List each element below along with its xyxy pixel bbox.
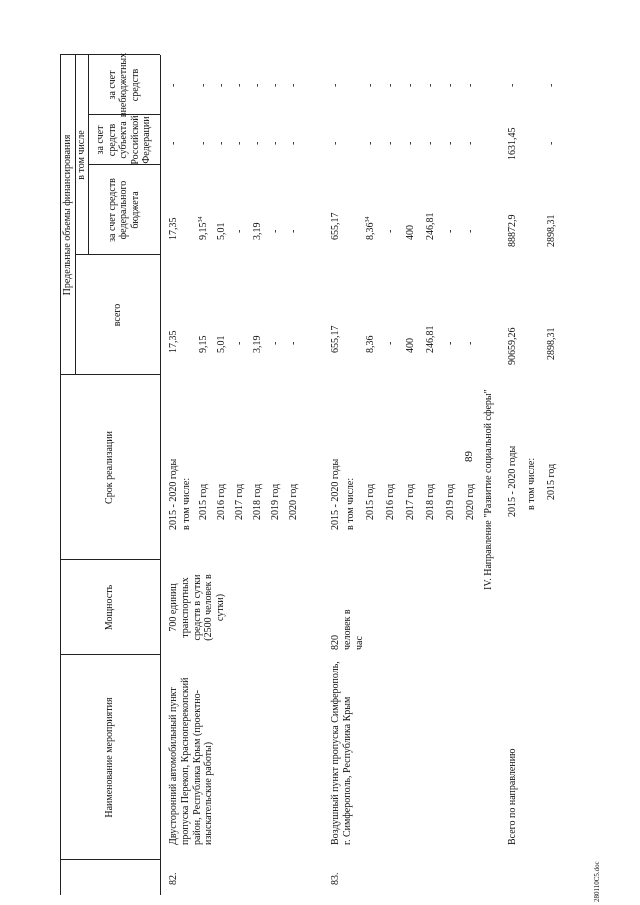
header-extrabudget: за счет внебюджетных средств	[106, 52, 141, 118]
row-83-period-4: 2017 год	[405, 483, 416, 520]
row-83-subject-0: -	[330, 141, 341, 145]
file-name: 280110C5.doc	[593, 861, 601, 902]
row-82-period-3: 2016 год	[216, 483, 227, 520]
row-83-subject-6: -	[445, 141, 456, 145]
row-82-subject-0: -	[168, 141, 179, 145]
row-83-subject-3: -	[385, 141, 396, 145]
row-82-extra-5: -	[252, 83, 263, 87]
direction-total-subject-0: 1631,45	[507, 127, 518, 160]
row-82-extra-0: -	[168, 83, 179, 87]
row-82-period-4: 2017 год	[234, 483, 245, 520]
row-83-federal-2-value: 8,36	[365, 222, 376, 240]
row-82-period-0: 2015 - 2020 годы	[168, 458, 179, 530]
row-83-federal-6: -	[445, 229, 456, 233]
row-83-total-7: -	[465, 341, 476, 345]
direction-total-name: Всего по направлению	[507, 748, 518, 845]
row-82-extra-7: -	[288, 83, 299, 87]
row-82-subject-2: -	[198, 141, 209, 145]
row-82-extra-4: -	[234, 83, 245, 87]
row-82-extra-6: -	[270, 83, 281, 87]
row-82-federal-6: -	[270, 229, 281, 233]
row-82-name: Двусторонний автомобильный пункт пропуска Перекоп, Красноперекопский район, Республика Крым (проектно-изыскательские работы)	[168, 677, 215, 845]
row-83-extra-0: -	[330, 83, 341, 87]
row-82-federal-0: 17,35	[168, 217, 179, 240]
direction-total-total-0: 90659,26	[507, 327, 518, 365]
row-83-period-2: 2015 год	[365, 483, 376, 520]
row-83-extra-7: -	[465, 83, 476, 87]
header-name: Наименование мероприятия	[104, 697, 116, 818]
page-number: 89	[463, 451, 475, 462]
row-83-federal-4: 400	[405, 225, 416, 240]
row-82-period-5: 2018 год	[252, 483, 263, 520]
row-82-federal-4: -	[234, 229, 245, 233]
row-83-period-5: 2018 год	[425, 483, 436, 520]
row-83-total-4: 400	[405, 338, 416, 353]
row-82-federal-2-value: 9,15	[198, 222, 209, 240]
row-82-subject-3: -	[216, 141, 227, 145]
row-82-extra-2: -	[198, 83, 209, 87]
row-83-extra-5: -	[425, 83, 436, 87]
row-83-total-3: -	[385, 341, 396, 345]
header-capacity: Мощность	[104, 584, 116, 631]
row-82-number: 82.	[168, 872, 179, 885]
row-82-total-4: -	[234, 341, 245, 345]
row-83-total-5: 246,81	[425, 325, 436, 353]
header-including: в том числе	[75, 130, 87, 180]
row-82-total-0: 17,35	[168, 330, 179, 353]
row-83-total-0: 655,17	[330, 325, 341, 353]
row-82-total-2: 9,15	[198, 335, 209, 353]
row-83-period-1: в том числе:	[345, 477, 356, 530]
row-83-federal-7: -	[465, 229, 476, 233]
section-title: IV. Направление "Развитие социальной сферы"	[483, 389, 494, 590]
header-period: Срок реализации	[104, 431, 116, 504]
row-83-period-6: 2019 год	[445, 483, 456, 520]
row-83-federal-5: 246,81	[425, 212, 436, 240]
row-83-extra-2: -	[365, 83, 376, 87]
row-82-subject-4: -	[234, 141, 245, 145]
row-83-extra-3: -	[385, 83, 396, 87]
row-82-period-7: 2020 год	[288, 483, 299, 520]
direction-total-total-2: 2898,31	[546, 327, 557, 360]
row-82-federal-3: 5,01	[216, 222, 227, 240]
row-83-total-2: 8,36	[365, 335, 376, 353]
row-83-federal-2-footnote: 34	[365, 216, 371, 223]
row-83-subject-5: -	[425, 141, 436, 145]
row-83-period-7: 2020 год	[465, 483, 476, 520]
row-83-federal-2	[365, 217, 377, 241]
direction-total-extra-0: -	[507, 83, 518, 87]
direction-total-period-2: 2015 год	[546, 463, 557, 500]
row-83-period-3: 2016 год	[385, 483, 396, 520]
row-82-subject-5: -	[252, 141, 263, 145]
direction-total-federal-0: 88872,9	[507, 214, 518, 247]
row-82-total-6: -	[270, 341, 281, 345]
header-total: всего	[111, 303, 123, 327]
row-83-federal-3: -	[385, 229, 396, 233]
row-82-federal-2-footnote: 34	[198, 216, 204, 223]
row-83-extra-6: -	[445, 83, 456, 87]
row-83-number: 83.	[330, 872, 341, 885]
row-83-subject-4: -	[405, 141, 416, 145]
row-83-total-6: -	[445, 341, 456, 345]
row-83-extra-4: -	[405, 83, 416, 87]
row-82-federal-7: -	[288, 229, 299, 233]
header-federal: за счет средств федерального бюджета	[106, 178, 141, 242]
direction-total-federal-2: 2898,31	[546, 214, 557, 247]
row-82-federal-5: 3,19	[252, 222, 263, 240]
row-82-federal-2	[198, 217, 210, 241]
direction-total-period-0: 2015 - 2020 годы	[507, 445, 518, 517]
row-83-period-0: 2015 - 2020 годы	[330, 458, 341, 530]
direction-total-subject-2: -	[546, 141, 557, 145]
row-83-subject-2: -	[365, 141, 376, 145]
row-83-subject-7: -	[465, 141, 476, 145]
direction-total-period-1: в том числе:	[526, 457, 537, 510]
header-funding-group: Предельные объемы финансирования	[61, 134, 73, 296]
row-82-period-6: 2019 год	[270, 483, 281, 520]
row-82-subject-6: -	[270, 141, 281, 145]
row-82-extra-3: -	[216, 83, 227, 87]
row-83-name: Воздушный пункт пропуска Симферополь, г. Симферополь, Республика Крым	[330, 661, 353, 845]
row-83-capacity: 820 человек в час	[330, 609, 365, 650]
row-82-total-7: -	[288, 341, 299, 345]
direction-total-extra-2: -	[546, 83, 557, 87]
row-82-total-3: 5,01	[216, 335, 227, 353]
row-82-capacity: 700 единиц транспортных средств в сутки (2500 человек в сутки)	[168, 574, 227, 641]
row-83-federal-0: 655,17	[330, 212, 341, 240]
row-82-period-2: 2015 год	[198, 483, 209, 520]
row-82-subject-7: -	[288, 141, 299, 145]
header-bottom-border	[160, 55, 161, 895]
header-subject: за счет средств субъекта Российской Федерации	[95, 115, 153, 165]
row-82-period-1: в том числе:	[181, 477, 192, 530]
row-82-total-5: 3,19	[252, 335, 263, 353]
